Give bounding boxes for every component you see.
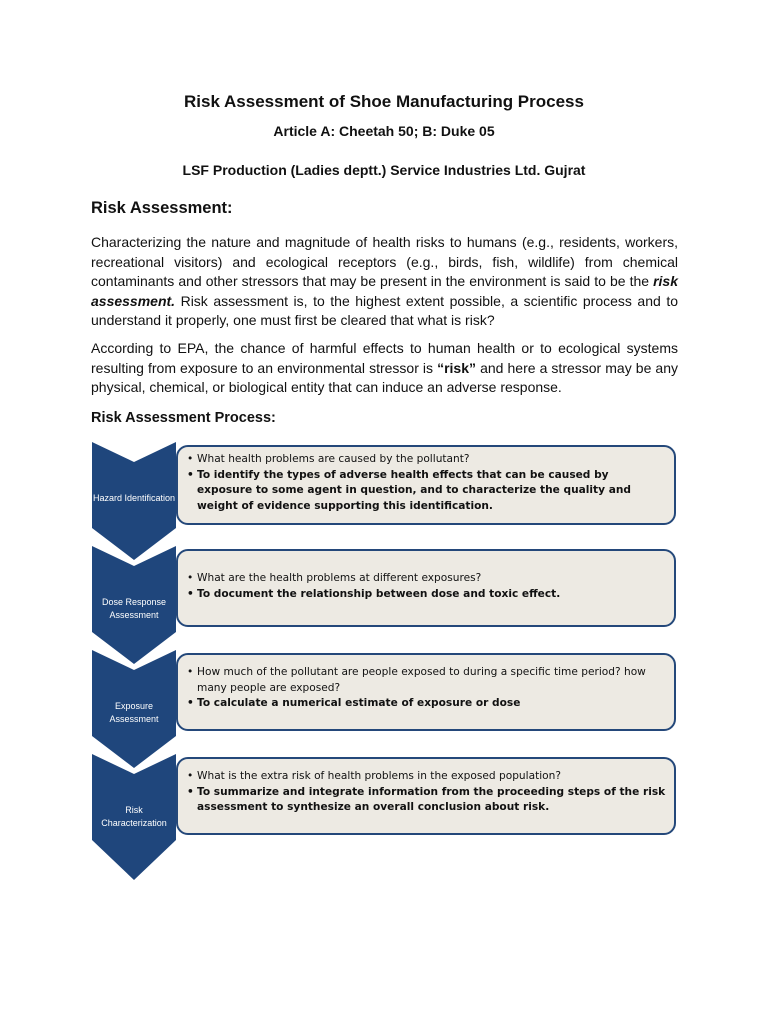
document-title: Risk Assessment of Shoe Manufacturing Process <box>184 92 584 111</box>
paragraph-text: Risk assessment is, to the highest extent possible, a scientific process and to understand it properly, one must first be cleared that what is risk? <box>91 292 678 328</box>
step-question: • What is the extra risk of health problems in the exposed population? <box>187 769 666 785</box>
paragraph-text: According to EPA, the chance of harmful effects to human health or to ecological systems resulting from exposure to an environmental stressor is <box>91 340 678 376</box>
document-subtitle: Article A: Cheetah 50; B: Duke 05 <box>273 123 495 139</box>
step-question: • How much of the pollutant are people exposed to during a specific time period? how many people are exposed? <box>187 665 666 696</box>
paragraph-epa <box>91 339 678 398</box>
step-description-box <box>176 757 676 835</box>
paragraph-text: and here a stressor may be any physical, chemical, or biological entity that can induce an adverse response. <box>91 359 678 395</box>
paragraph-text: Characterizing the nature and magnitude of health risks to humans (e.g., residents, workers, recreational visitors) and ecological receptors (e.g., birds, fish, wildlife) from chemical contaminants and other stressors that may be present in the environment is said to be the <box>91 234 678 289</box>
process-heading: Risk Assessment Process: <box>91 410 276 426</box>
step-question: • What health problems are caused by the pollutant? <box>187 452 666 468</box>
step-goal: • To summarize and integrate information from the proceeding steps of the risk assessment to synthesize an overall conclusion about risk. <box>187 785 666 816</box>
step-label: Hazard Identification <box>92 493 176 503</box>
paragraph-emphasis: “risk” <box>437 359 477 376</box>
step-description-box <box>176 445 676 525</box>
step-description-box <box>176 549 676 627</box>
step-goal: • To document the relationship between dose and toxic effect. <box>187 587 666 603</box>
step-label: Risk Characterization <box>101 805 167 828</box>
step-label: Exposure Assessment <box>109 701 159 724</box>
organization-line: LSF Production (Ladies deptt.) Service Industries Ltd. Gujrat <box>182 162 586 178</box>
step-question: • What are the health problems at different exposures? <box>187 571 666 587</box>
step-label: Dose Response Assessment <box>101 597 167 620</box>
paragraph-definition <box>91 233 678 331</box>
step-description-box <box>176 653 676 731</box>
step-goal: • To calculate a numerical estimate of exposure or dose <box>187 696 666 712</box>
step-goal: • To identify the types of adverse health effects that can be caused by exposure to some agent in question, and to characterize the quality and weight of evidence supporting this identification. <box>187 468 666 515</box>
paragraph-emphasis: risk assessment. <box>91 273 678 309</box>
section-heading: Risk Assessment: <box>91 199 233 217</box>
